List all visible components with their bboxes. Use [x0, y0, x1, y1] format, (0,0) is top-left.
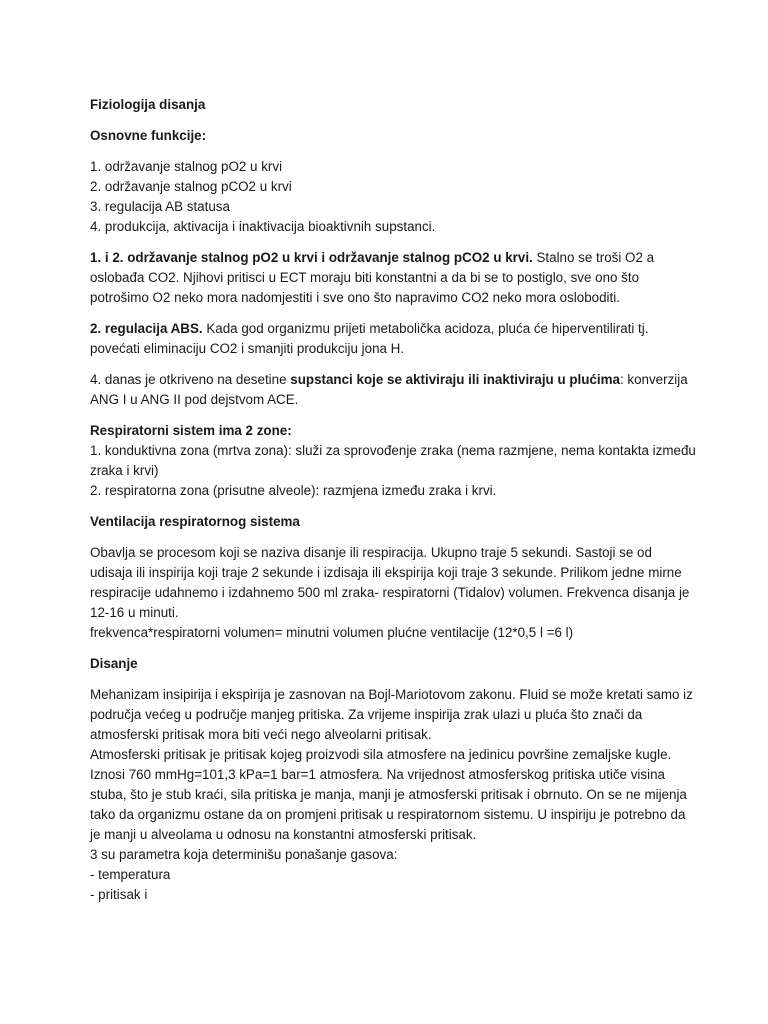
list-item: 3. regulacija AB statusa	[90, 199, 230, 214]
document-title: Fiziologija disanja	[90, 97, 206, 112]
osnovne-list	[90, 157, 698, 237]
paragraph-body: Mehanizam insipirija i ekspirija je zasnovan na Bojl-Mariotovom zakonu. Fluid se može kretati samo iz područja većeg u područje manjeg pritiska. Za vrijeme inspirija zrak ulazi u pluća što znači da atmosferski pritisak mora biti veći nego alveolarni pritisak.	[90, 687, 693, 742]
paragraph-body: Kada god organizmu prijeti metabolička acidoza, pluća će hiperventilirati tj. povećati eliminaciju CO2 i smanjiti produkciju jona H.	[90, 321, 649, 356]
disanje-section	[90, 685, 698, 905]
paragraph-emphasis: supstanci koje se aktiviraju ili inaktiviraju u plućima	[290, 372, 620, 387]
paragraph-abs	[90, 319, 698, 359]
paragraph-body: 4. danas je otkriveno na desetine	[90, 372, 291, 387]
paragraph-supstance	[90, 370, 698, 410]
list-item: 2. održavanje stalnog pCO2 u krvi	[90, 179, 292, 194]
paragraph-body: 3 su parametra koja determinišu ponašanje gasova:	[90, 847, 398, 862]
list-item: - pritisak i	[90, 887, 148, 902]
zone-heading: Respiratorni sistem ima 2 zone:	[90, 423, 292, 438]
paragraph-body: Atmosferski pritisak je pritisak kojeg proizvodi sila atmosfere na jedinicu površine zemaljske kugle. Iznosi 760 mmHg=101,3 kPa=1 bar=1 atmosfera. Na vrijednost atmosferskog pritiska utiče visina stuba, što je stub kraći, sila pritiska je manja, manji je atmosferski pritisak i obrnuto. On se ne mijenja tako da organizmu ostane da on promjeni pritisak u respiratornom sistemu. U inspiriju je potrebno da je manji u alveolama u odnosu na konstantni atmosferski pritisak.	[90, 747, 687, 842]
zone-section	[90, 421, 698, 501]
list-item: - temperatura	[90, 867, 171, 882]
ventilacija-section	[90, 543, 698, 643]
disanje-heading: Disanje	[90, 656, 138, 671]
list-item: 1. konduktivna zona (mrtva zona): služi za sprovođenje zraka (nema razmjene, nema kontakta između zraka i krvi)	[90, 443, 696, 478]
paragraph-body: : konverzija ANG I u ANG II pod dejstvom ACE.	[90, 372, 688, 407]
paragraph-body: Stalno se troši O2 a oslobađa CO2. Njihovi pritisci u ECT moraju biti konstantni a da bi se to postiglo, sve ono što potrošimo O2 neko mora nadomjestiti i sve ono što napravimo CO2 neko mora osloboditi.	[90, 250, 655, 305]
list-item: 4. produkcija, aktivacija i inaktivacija bioaktivnih supstanci.	[90, 219, 436, 234]
ventilacija-heading: Ventilacija respiratornog sistema	[90, 514, 300, 529]
osnovne-heading: Osnovne funkcije:	[90, 128, 207, 143]
paragraph-body: Obavlja se procesom koji se naziva disanje ili respiracija. Ukupno traje 5 sekundi. Sastoji se od udisaja ili inspirija koji traje 2 sekunde i izdisaja ili ekspirija koji traje 3 sekunde. Prilikom jedne mirne respiracije udahnemo i izdahnemo 500 ml zraka- respiratorni (Tidalov) volumen. Frekvenca disanja je 12-16 u minuti.	[90, 545, 690, 620]
paragraph-lead: 1. i 2. održavanje stalnog pO2 u krvi i održavanje stalnog pCO2 u krvi.	[90, 250, 533, 265]
paragraph-po2-pco2	[90, 248, 698, 308]
list-item: 1. održavanje stalnog pO2 u krvi	[90, 159, 283, 174]
paragraph-lead: 2. regulacija ABS.	[90, 321, 203, 336]
list-item: 2. respiratorna zona (prisutne alveole): razmjena između zraka i krvi.	[90, 483, 497, 498]
formula-text: frekvenca*respiratorni volumen= minutni volumen plućne ventilacije (12*0,5 l =6 l)	[90, 625, 574, 640]
